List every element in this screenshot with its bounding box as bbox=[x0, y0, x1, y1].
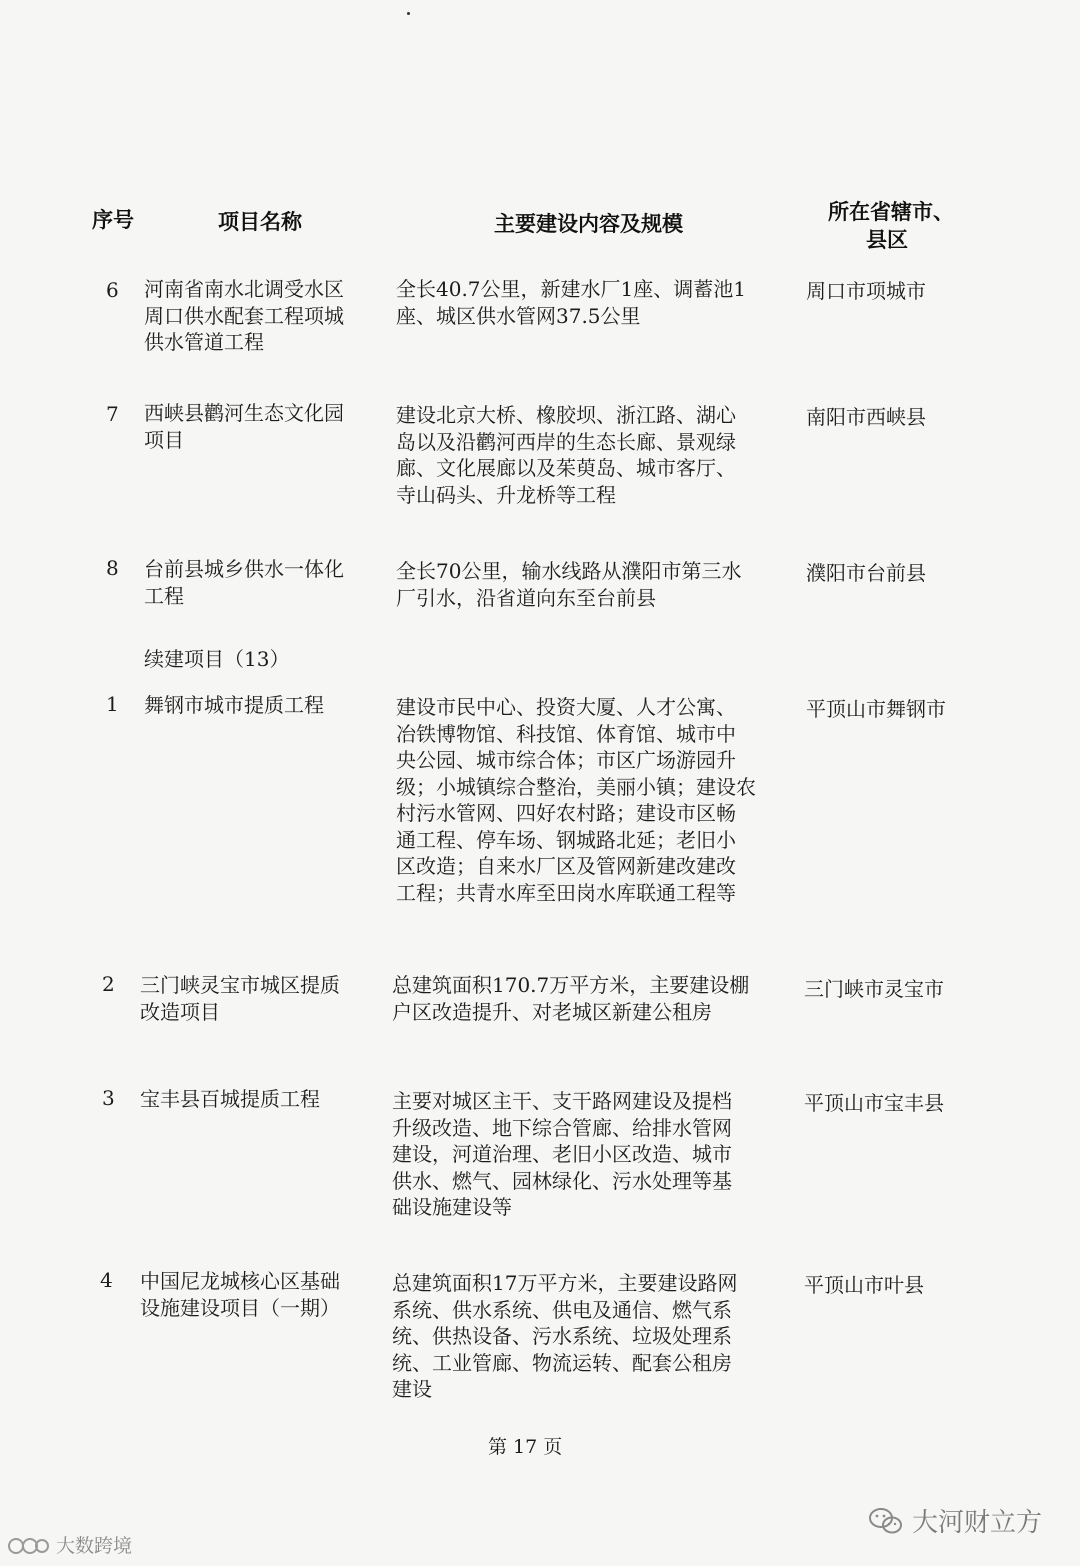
row-seq: 6 bbox=[106, 278, 119, 302]
row-project-name bbox=[144, 276, 384, 356]
content-line: 供水、燃气、园林绿化、污水处理等基 bbox=[392, 1168, 732, 1193]
row-location: 平顶山市舞钢市 bbox=[806, 697, 946, 721]
row-project-name bbox=[144, 400, 384, 453]
row-content bbox=[392, 1088, 792, 1221]
watermark-left-text: 大数跨境 bbox=[56, 1534, 133, 1557]
row-content bbox=[396, 402, 796, 508]
header-content: 主要建设内容及规模 bbox=[494, 212, 683, 236]
row-content bbox=[396, 694, 796, 906]
row-location: 平顶山市叶县 bbox=[804, 1273, 924, 1297]
name-line: 台前县城乡供水一体化 bbox=[144, 557, 344, 581]
content-line: 座、城区供水管网37.5公里 bbox=[396, 303, 641, 328]
row-location: 周口市项城市 bbox=[806, 279, 926, 303]
content-line: 区改造；自来水厂区及管网新建改建改 bbox=[396, 854, 736, 878]
content-line: 统、工业管廊、物流运转、配套公租房 bbox=[392, 1350, 732, 1375]
header-location-line2: 县区 bbox=[866, 228, 908, 252]
row-project-name bbox=[140, 1268, 385, 1321]
header-seq: 序号 bbox=[92, 208, 134, 232]
content-line: 级；小城镇综合整治，美丽小镇；建设农 bbox=[396, 774, 756, 799]
row-location: 平顶山市宝丰县 bbox=[804, 1091, 944, 1115]
content-line: 户区改造提升、对老城区新建公租房 bbox=[392, 999, 712, 1024]
wechat-icon bbox=[868, 1506, 904, 1536]
row-content bbox=[392, 972, 792, 1025]
content-line: 建设，河道治理、老旧小区改造、城市 bbox=[392, 1142, 732, 1166]
name-line: 项目 bbox=[144, 427, 184, 452]
row-seq: 1 bbox=[106, 692, 119, 716]
header-location-line1: 所在省辖市、 bbox=[828, 200, 954, 224]
row-location: 南阳市西峡县 bbox=[806, 405, 926, 429]
row-project-name bbox=[140, 972, 380, 1025]
row-seq: 8 bbox=[106, 556, 119, 580]
content-line: 工程；共青水库至田岗水库联通工程等 bbox=[396, 880, 736, 905]
content-line: 厂引水，沿省道向东至台前县 bbox=[396, 585, 656, 610]
content-line: 升级改造、地下综合管廊、给排水管网 bbox=[392, 1115, 732, 1140]
name-line: 供水管道工程 bbox=[144, 330, 264, 354]
name-line: 西峡县鹳河生态文化园 bbox=[144, 401, 344, 425]
name-line: 三门峡灵宝市城区提质 bbox=[140, 973, 340, 997]
content-line: 统、供热设备、污水系统、垃圾处理系 bbox=[392, 1324, 732, 1348]
name-line: 宝丰县百城提质工程 bbox=[140, 1087, 320, 1111]
content-line: 通工程、停车场、钢城路北延；老旧小 bbox=[396, 827, 736, 852]
row-location: 濮阳市台前县 bbox=[806, 561, 926, 585]
row-seq: 2 bbox=[102, 972, 115, 996]
content-line: 总建筑面积170.7万平方米，主要建设棚 bbox=[392, 973, 750, 997]
content-line: 全长70公里，输水线路从濮阳市第三水 bbox=[396, 559, 742, 583]
brand-logo-icon bbox=[6, 1530, 50, 1558]
row-content bbox=[392, 1270, 792, 1403]
content-line: 寺山码头、升龙桥等工程 bbox=[396, 482, 616, 507]
row-seq: 3 bbox=[102, 1086, 115, 1110]
row-seq: 7 bbox=[106, 402, 119, 426]
header-project-name: 项目名称 bbox=[218, 210, 302, 234]
content-line: 岛以及沿鹳河西岸的生态长廊、景观绿 bbox=[396, 429, 736, 454]
row-project-name bbox=[144, 556, 384, 609]
content-line: 冶铁博物馆、科技馆、体育馆、城市中 bbox=[396, 721, 736, 746]
name-line: 周口供水配套工程项城 bbox=[144, 303, 344, 328]
content-line: 廊、文化展廊以及茱萸岛、城市客厅、 bbox=[396, 456, 736, 480]
watermark-right-text: 大河财立方 bbox=[912, 1508, 1043, 1538]
name-line: 舞钢市城市提质工程 bbox=[144, 693, 324, 717]
content-line: 主要对城区主干、支干路网建设及提档 bbox=[392, 1089, 732, 1113]
name-line: 河南省南水北调受水区 bbox=[144, 277, 344, 301]
watermark-right bbox=[868, 1502, 1042, 1539]
name-line: 设施建设项目（一期） bbox=[140, 1295, 340, 1320]
content-line: 础设施建设等 bbox=[392, 1195, 512, 1219]
content-line: 系统、供水系统、供电及通信、燃气系 bbox=[392, 1297, 732, 1322]
page-number: 第 17 页 bbox=[488, 1436, 563, 1458]
row-project-name bbox=[144, 692, 384, 719]
name-line: 工程 bbox=[144, 583, 184, 608]
row-content bbox=[396, 558, 796, 611]
row-location: 三门峡市灵宝市 bbox=[804, 977, 944, 1001]
name-line: 改造项目 bbox=[140, 999, 220, 1024]
row-project-name bbox=[140, 1086, 380, 1113]
scan-speck bbox=[407, 12, 410, 15]
name-line: 中国尼龙城核心区基础 bbox=[140, 1269, 340, 1293]
watermark-left bbox=[6, 1530, 132, 1558]
content-line: 全长40.7公里，新建水厂1座、调蓄池1 bbox=[396, 277, 746, 301]
content-line: 建设市民中心、投资大厦、人才公寓、 bbox=[396, 695, 736, 719]
row-seq: 4 bbox=[100, 1268, 113, 1292]
section-title: 续建项目（13） bbox=[144, 647, 290, 671]
row-content bbox=[396, 276, 796, 329]
content-line: 建设北京大桥、橡胶坝、浙江路、湖心 bbox=[396, 403, 736, 427]
content-line: 总建筑面积17万平方米，主要建设路网 bbox=[392, 1271, 738, 1295]
content-line: 央公园、城市综合体；市区广场游园升 bbox=[396, 748, 736, 772]
content-line: 村污水管网、四好农村路；建设市区畅 bbox=[396, 801, 736, 825]
content-line: 建设 bbox=[392, 1377, 432, 1401]
